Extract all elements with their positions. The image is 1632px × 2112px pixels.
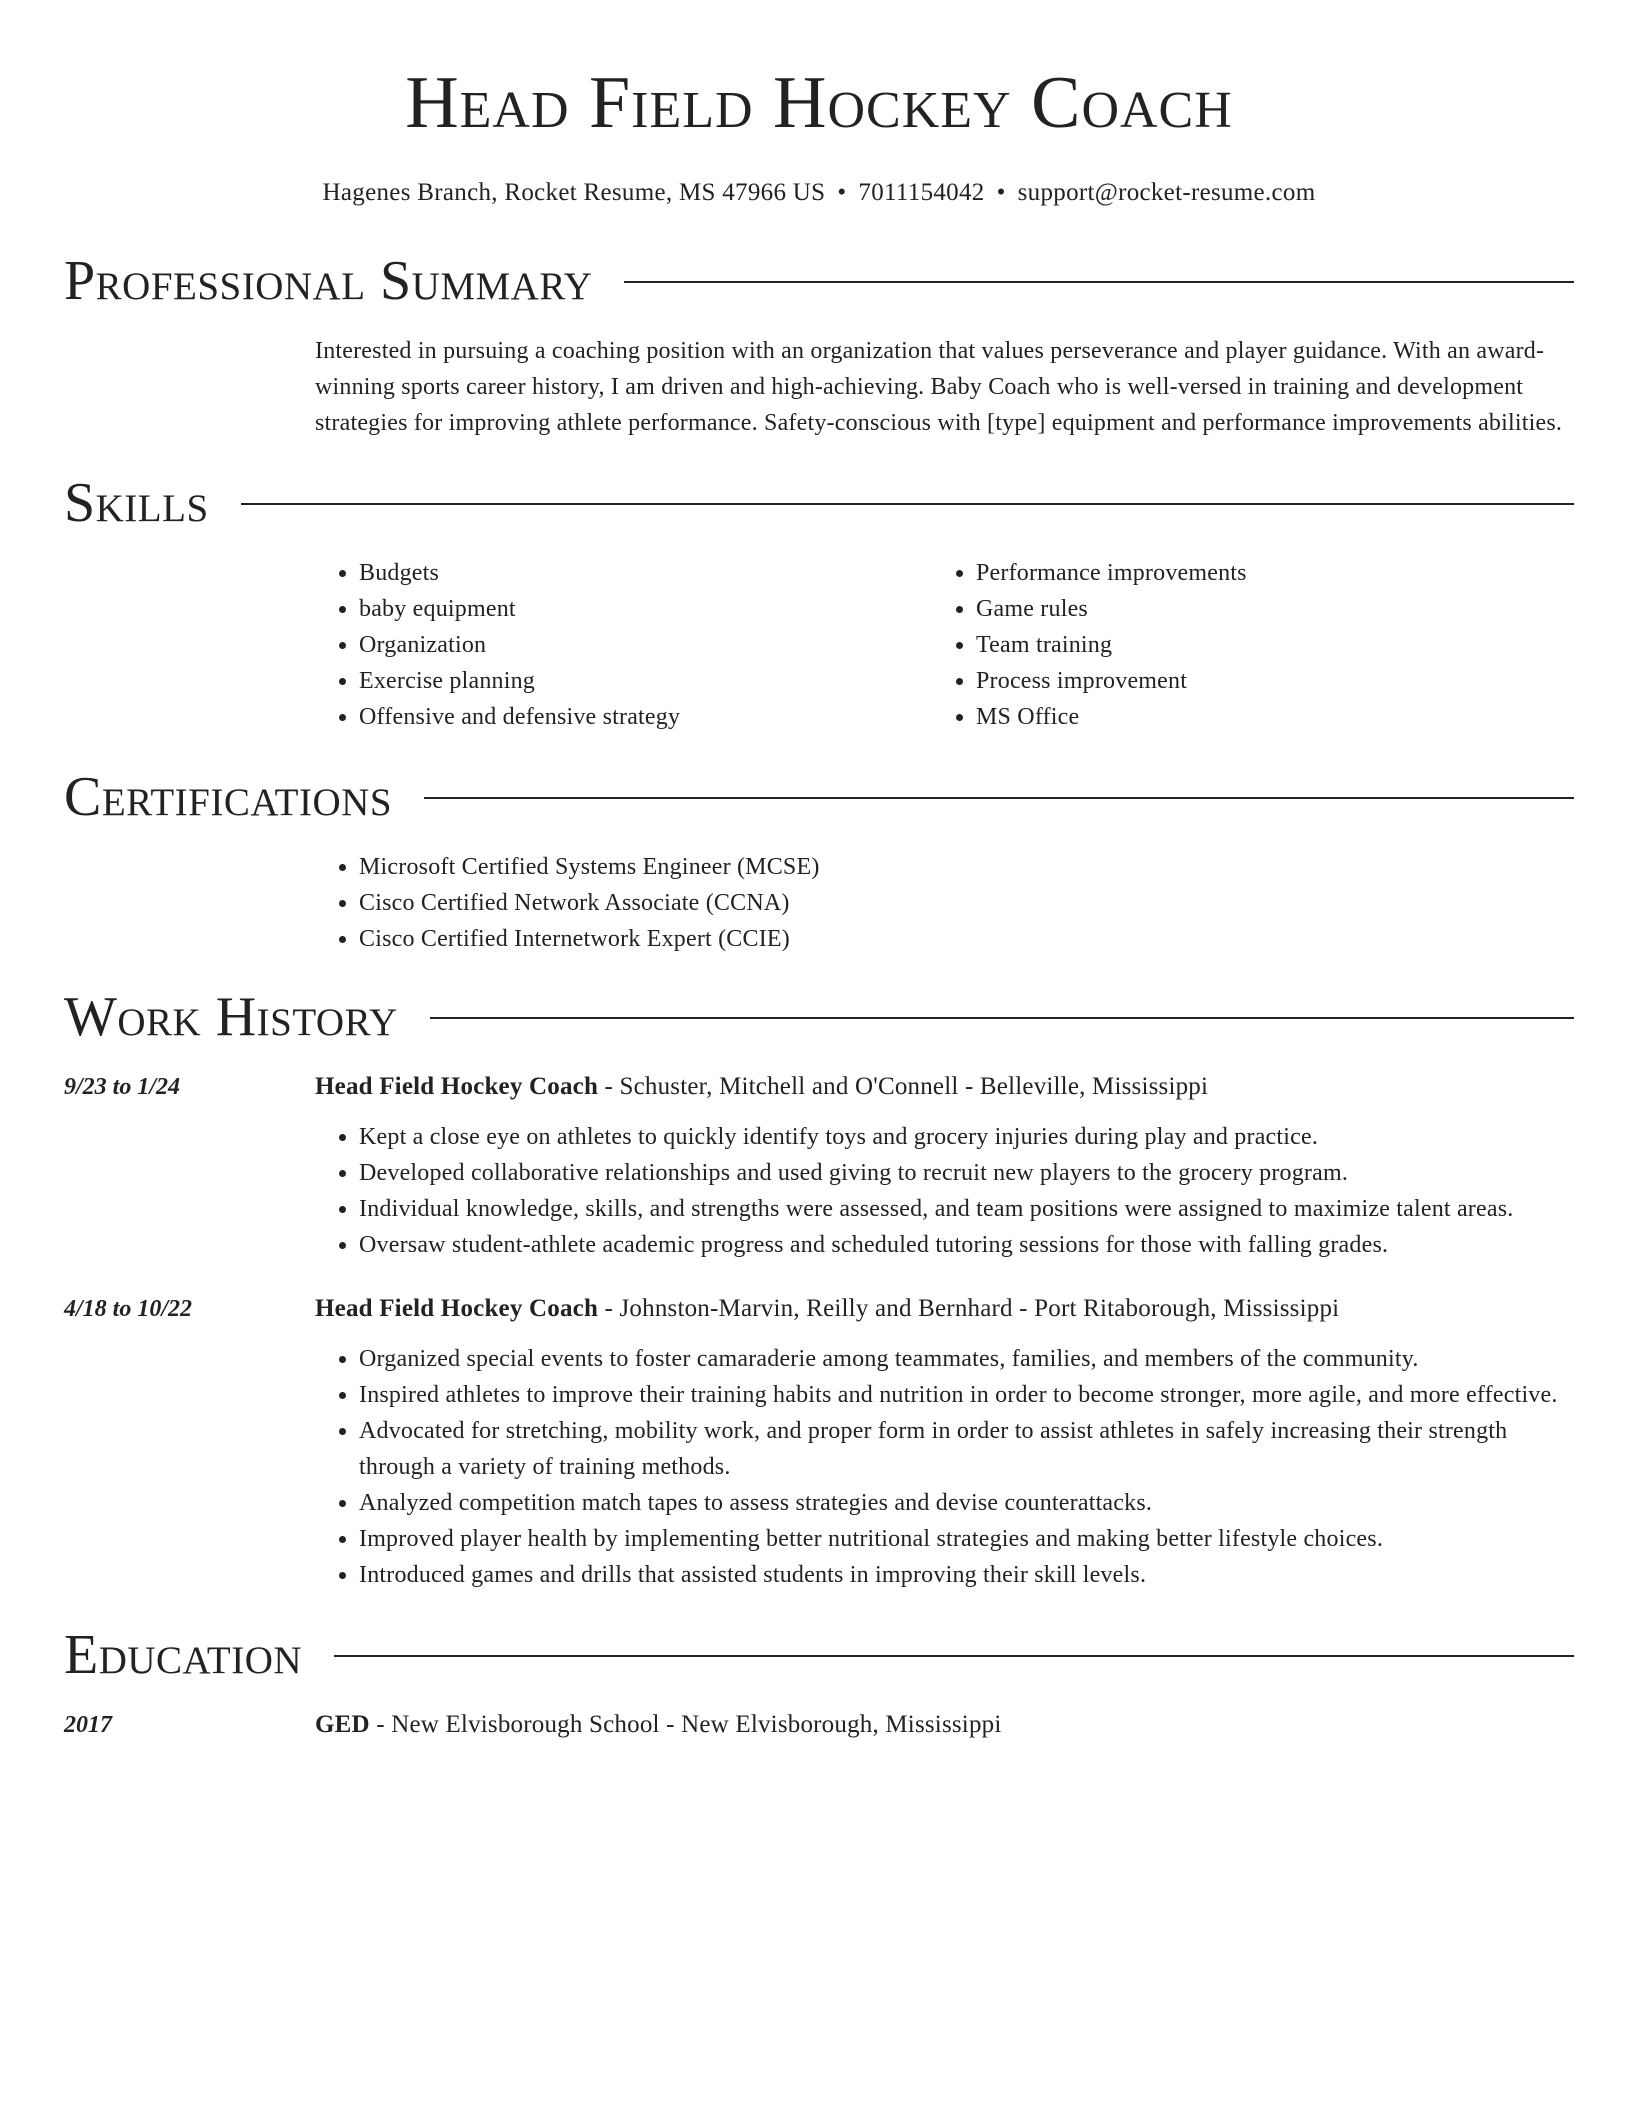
job-heading [315, 1291, 1574, 1327]
skill-item: • MS Office [976, 699, 1549, 735]
section-header-skills [64, 471, 1574, 535]
summary-text: Interested in pursuing a coaching position with an organization that values perseverance and player guidance. With an award-winning sports career history, I am driven and high-achieving. Baby Coach who is well-versed in training and development strategies for improving athlete performance. Safety-conscious with [type] equipment and performance improvements abilities. [315, 338, 1563, 436]
skill-item: • Budgets [359, 555, 932, 591]
contact-address: Hagenes Branch, Rocket Resume, MS 47966 US [322, 179, 826, 206]
job-entry [64, 1291, 1574, 1593]
section-title-skills: Skills [64, 472, 209, 534]
education-body [315, 1707, 1574, 1743]
section-title-work-history: Work History [64, 986, 398, 1048]
section-header-work-history [64, 985, 1574, 1049]
education-heading [315, 1707, 1574, 1743]
job-bullet: • Improved player health by implementing better nutritional strategies and making better lifestyle choices. [359, 1521, 1574, 1557]
contact-phone: 7011154042 [858, 179, 985, 206]
section-divider [424, 797, 1574, 799]
skills-list [315, 555, 1574, 735]
section-divider [624, 281, 1574, 283]
job-bullet: • Individual knowledge, skills, and strengths were assessed, and team positions were assigned to maximize talent areas. [359, 1191, 1574, 1227]
section-divider [430, 1017, 1574, 1019]
certification-item: • Cisco Certified Network Associate (CCNA) [359, 885, 1574, 921]
education-entry [64, 1707, 1574, 1743]
section-header-summary [64, 249, 1574, 313]
candidate-name: Head Field Hockey Coach [405, 62, 1233, 144]
job-bullet: • Kept a close eye on athletes to quickly identify toys and grocery injuries during play and practice. [359, 1119, 1574, 1155]
skill-item: • Performance improvements [976, 555, 1549, 591]
job-dates: 9/23 to 1/24 [64, 1074, 181, 1100]
contact-line [64, 175, 1574, 211]
job-bullet: • Developed collaborative relationships and used giving to recruit new players to the grocery program. [359, 1155, 1574, 1191]
job-title: Head Field Hockey Coach [315, 1073, 599, 1100]
section-title-education: Education [64, 1624, 303, 1686]
job-bullets [315, 1119, 1574, 1263]
job-bullet: • Organized special events to foster camaraderie among teammates, families, and members of the community. [359, 1341, 1574, 1377]
job-heading [315, 1069, 1574, 1105]
contact-separator: • [996, 179, 1006, 206]
skills-column-right [932, 555, 1549, 735]
job-employer: - Johnston-Marvin, Reilly and Bernhard - Port Ritaborough, Mississippi [598, 1295, 1340, 1322]
contact-separator: • [837, 179, 847, 206]
job-employer: - Schuster, Mitchell and O'Connell - Belleville, Mississippi [598, 1073, 1209, 1100]
job-bullet: • Oversaw student-athlete academic progress and scheduled tutoring sessions for those with falling grades. [359, 1227, 1574, 1263]
skills-column-left [315, 555, 932, 735]
section-title-certifications: Certifications [64, 766, 393, 828]
job-body [315, 1291, 1574, 1593]
contact-email: support@rocket-resume.com [1017, 179, 1316, 206]
section-divider [241, 503, 1574, 505]
section-header-education [64, 1623, 1574, 1687]
certification-item: • Cisco Certified Internetwork Expert (CCIE) [359, 921, 1574, 957]
skill-item: • Process improvement [976, 663, 1549, 699]
section-title-summary: Professional Summary [64, 250, 593, 312]
skill-item: • Game rules [976, 591, 1549, 627]
job-bullet: • Introduced games and drills that assisted students in improving their skill levels. [359, 1557, 1574, 1593]
skill-item: • Exercise planning [359, 663, 932, 699]
education-school: - New Elvisborough School - New Elvisborough, Mississippi [369, 1711, 1002, 1738]
skill-item: • Team training [976, 627, 1549, 663]
certifications-list [315, 849, 1574, 957]
education-year: 2017 [64, 1712, 112, 1738]
job-body [315, 1069, 1574, 1263]
job-bullet: • Advocated for stretching, mobility work, and proper form in order to assist athletes in safely increasing their strength through a variety of training methods. [359, 1413, 1574, 1485]
section-header-certifications [64, 765, 1574, 829]
job-bullet: • Inspired athletes to improve their training habits and nutrition in order to become stronger, more agile, and more effective. [359, 1377, 1574, 1413]
job-bullets [315, 1341, 1574, 1593]
job-title: Head Field Hockey Coach [315, 1295, 599, 1322]
certification-item: • Microsoft Certified Systems Engineer (MCSE) [359, 849, 1574, 885]
education-degree: GED [315, 1711, 370, 1738]
job-entry [64, 1069, 1574, 1263]
job-dates: 4/18 to 10/22 [64, 1296, 193, 1322]
section-divider [334, 1655, 1574, 1657]
skill-item: • Offensive and defensive strategy [359, 699, 932, 735]
skill-item: • Organization [359, 627, 932, 663]
skill-item: • baby equipment [359, 591, 932, 627]
job-bullet: • Analyzed competition match tapes to assess strategies and devise counterattacks. [359, 1485, 1574, 1521]
